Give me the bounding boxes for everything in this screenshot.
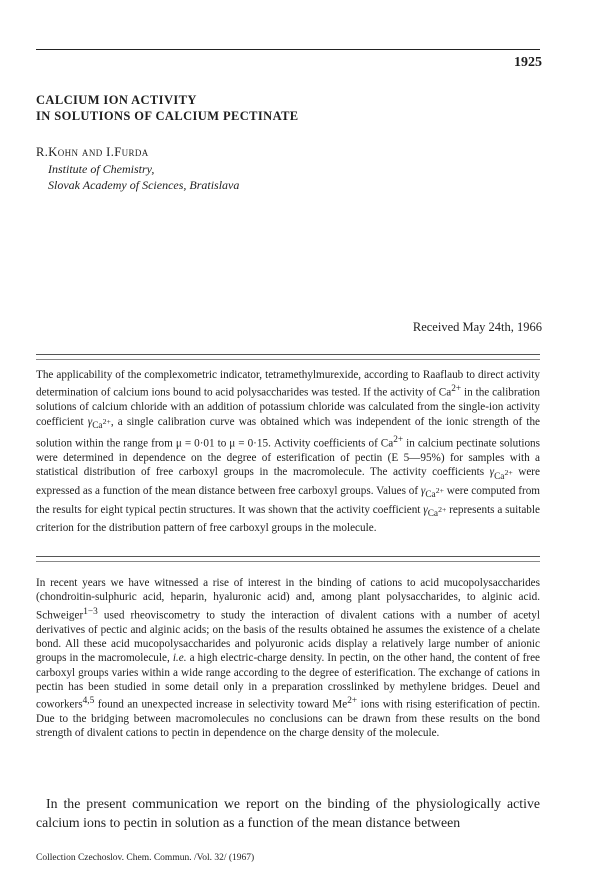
abstract-bottom-rule-2 <box>36 561 540 562</box>
title-line-1: CALCIUM ION ACTIVITY <box>36 93 197 107</box>
introduction-paragraph: In recent years we have witnessed a rise of interest in the binding of cations to acid mucopolysaccharides (chondroitin-sulphuric acid, heparin, hyaluronic acid) and, among plant polysaccharides, to alginic acid. Schweiger$^{1-3}$ used rheoviscometry to study the interaction of divalent cations with a number of acetyl derivatives of pectic and alginic acids; on the basis of the results obtained he assumes the existence of a chelate bond. All these acid mucopolysaccharides and polyuronic acids display a relatively large number of anionic groups in the macromolecule, i.e. a high electric-charge density. In pectin, on the other hand, the content of free carboxyl groups varies within a wide range according to the degree of esterification. The exchange of cations in pectin has been studied in some detail only in a preparation crosslinked by methylene bridges. Deuel and coworkers$^{4,5}$ found an unexpected increase in selectivity toward $Me^{2+}$ ions with rising esterification of pectin. Due to the bridging between macromolecules no conclusions can be drawn from these results on the bond strength of divalent cations to pectin in dependence on the charge density of the molecule. <box>36 577 540 740</box>
abstract-bottom-rule <box>36 556 540 557</box>
received-date: Received May 24th, 1966 <box>412 320 542 334</box>
abstract-top-rule-2 <box>36 359 540 360</box>
abstract: The applicability of the complexometric indicator, tetramethylmurexide, according to Raaflaub to direct activity determination of calcium ions bound to acid polysaccharides was tested. If the activity of $Ca^{2+}$ in the calibration solutions of calcium chloride with an addition of potassium chloride was calculated from the single-ion activity coefficient $\gamma_{Ca^{2+}}$, a single calibration curve was obtained which was independent of the ionic strength of the solution within the range from μ = 0·01 to μ = 0·15. Activity coefficients of $Ca^{2+}$ in calcium pectinate solutions were determined in dependence on the degree of esterification of pectin (E 5—95%) for samples with a statistical distribution of free carboxyl groups in the macromolecule. The activity coefficients $\gamma_{Ca^{2+}}$ were expressed as a function of the mean distance between free carboxyl groups. Values of $\gamma_{Ca^{2+}}$ were computed from the results for eight typical pectin structures. It was shown that the activity coefficient $\gamma_{Ca^{2+}}$ represents a suitable criterion for the distribution pattern of free carboxyl groups in the molecule. <box>36 369 541 535</box>
authors: R.Kohn and I.Furda <box>36 145 149 159</box>
page-number: 1925 <box>514 55 542 70</box>
header-rule <box>36 49 540 50</box>
article-title <box>36 92 299 124</box>
affiliation <box>48 161 239 193</box>
journal-footer: Collection Czechoslov. Chem. Commun. /Vol. 32/ (1967) <box>36 853 255 863</box>
affiliation-line-1: Institute of Chemistry, <box>48 162 155 176</box>
present-communication-paragraph: In the present communication we report on the binding of the physiologically active calcium ions to pectin in solution as a function of the mean distance between <box>36 796 540 830</box>
abstract-top-rule <box>36 354 540 355</box>
title-line-2: IN SOLUTIONS OF CALCIUM PECTINATE <box>36 109 299 123</box>
affiliation-line-2: Slovak Academy of Sciences, Bratislava <box>48 178 240 192</box>
